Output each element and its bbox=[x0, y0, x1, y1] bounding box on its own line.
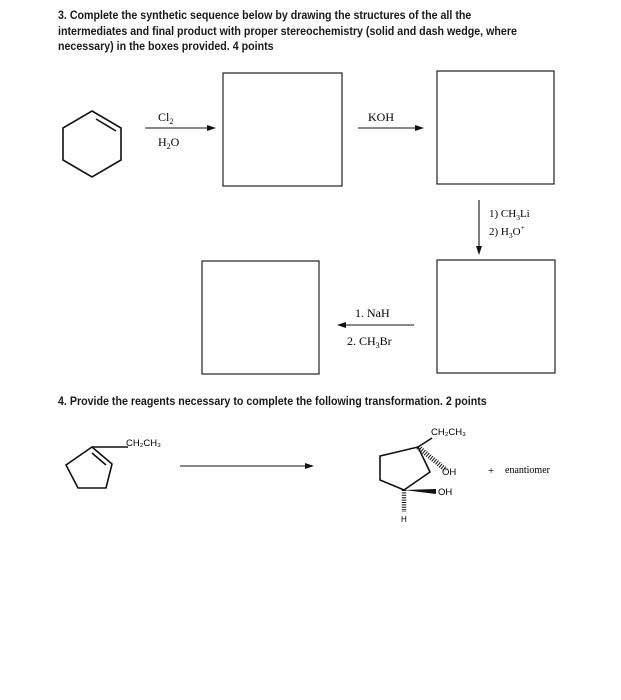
plus-sign: + bbox=[488, 465, 495, 477]
oh-label-upper: OH bbox=[442, 467, 457, 478]
question-4-text: 4. Provide the reagents necessary to complete the following transformation. 2 points bbox=[58, 394, 487, 408]
ch3br-reagent: 2. $CH_3Br$ bbox=[347, 334, 392, 350]
cyclohexene-structure bbox=[63, 111, 121, 177]
answer-box-1[interactable] bbox=[223, 73, 342, 186]
nah-reagent: 1. NaH bbox=[355, 306, 390, 320]
answer-box-3[interactable] bbox=[437, 260, 555, 373]
ch3li-reagent: 1) $CH_3Li$ bbox=[489, 208, 530, 222]
product-ethyl-label: CH₂CH₃ bbox=[431, 427, 466, 438]
diol-product-structure bbox=[380, 438, 446, 512]
cl2-reagent: $Cl_2$ bbox=[158, 110, 174, 126]
question-3-text: 3. Complete the synthetic sequence below by drawing the structures of the all the intermediates and final product with proper stereochemistry (solid and dash wedge, where necessary) in the boxes provided. 4 points bbox=[58, 8, 517, 53]
enantiomer-label: enantiomer bbox=[505, 465, 550, 476]
answer-box-4[interactable] bbox=[202, 261, 319, 374]
h2o-reagent: $H_2O$ bbox=[158, 135, 180, 151]
ethyl-label: CH₂CH₃ bbox=[126, 438, 161, 449]
answer-box-2[interactable] bbox=[437, 71, 554, 184]
ethylcyclopentene-structure bbox=[66, 447, 128, 488]
koh-reagent: KOH bbox=[368, 110, 394, 124]
h3o-reagent: 2) $H_3O^+$ bbox=[489, 223, 525, 240]
oh-label-lower: OH bbox=[438, 487, 453, 498]
h-label: H bbox=[401, 515, 407, 524]
